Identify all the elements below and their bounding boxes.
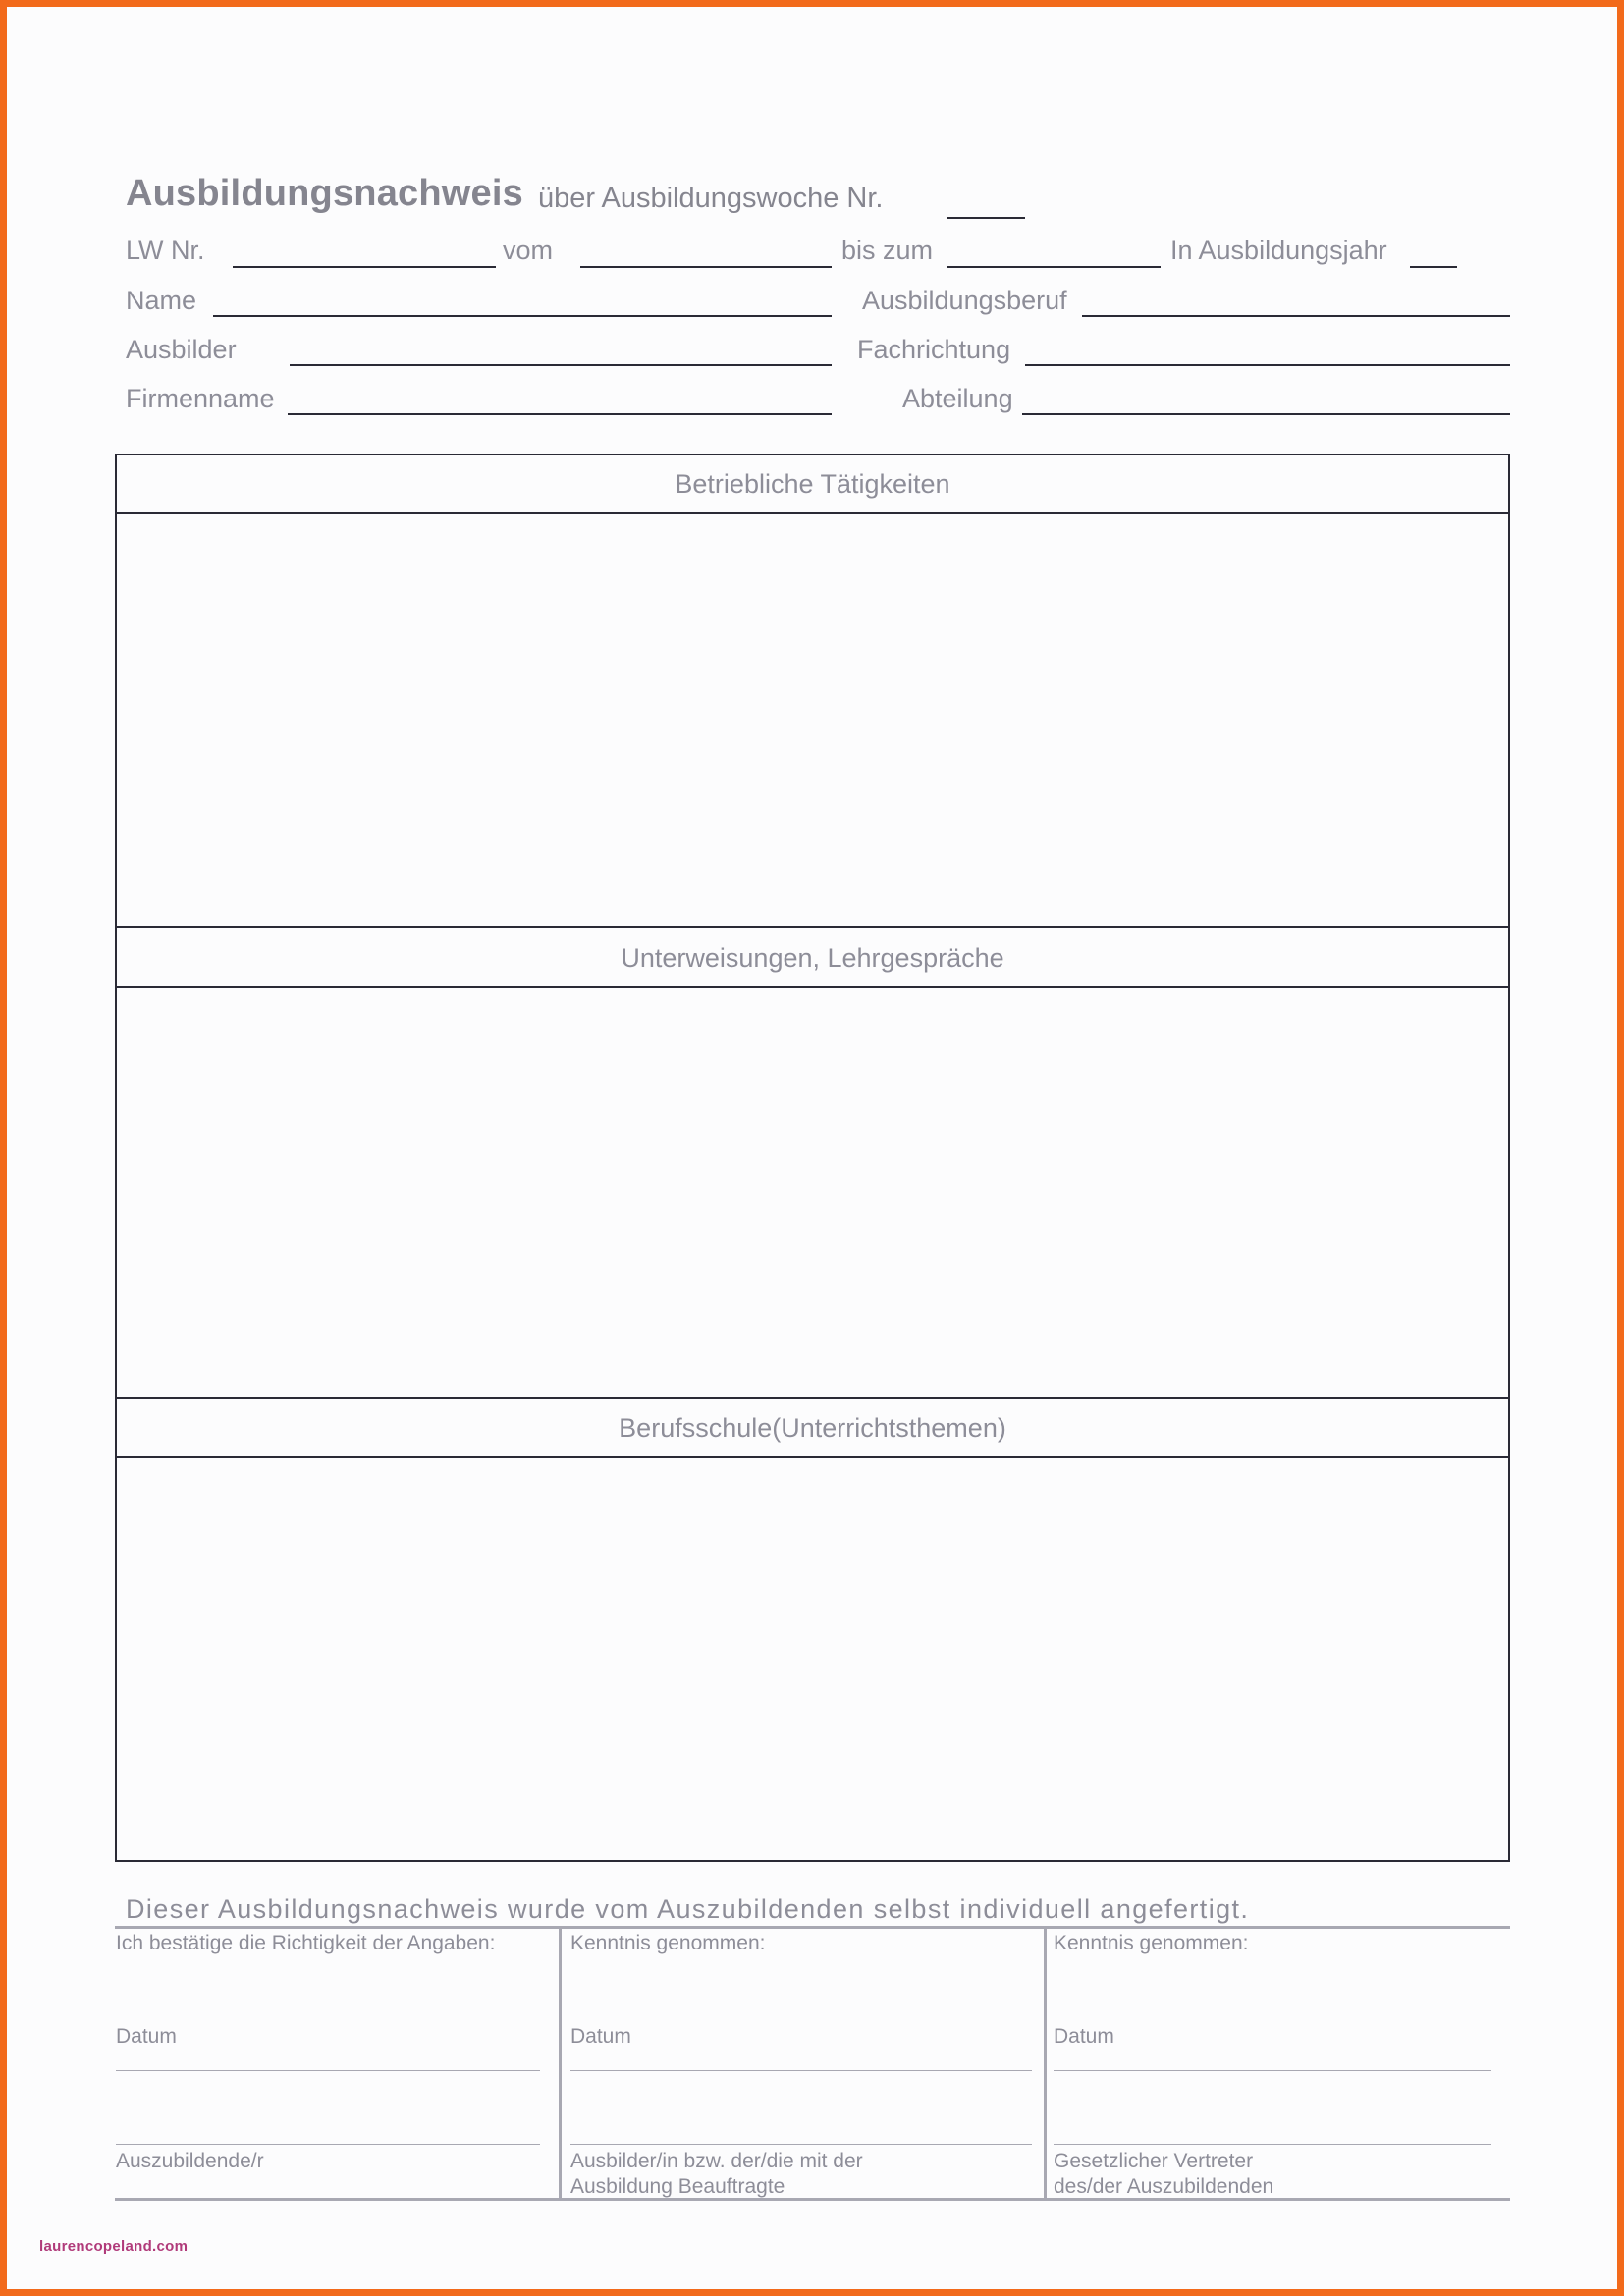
vom-label: vom bbox=[503, 236, 554, 265]
bis-zum-field[interactable] bbox=[947, 266, 1161, 268]
col3-datum-field[interactable] bbox=[1054, 2070, 1491, 2071]
col2-heading: Kenntnis genommen: bbox=[570, 1932, 766, 1954]
lw-nr-label: LW Nr. bbox=[126, 236, 205, 265]
ausbildungsberuf-field[interactable] bbox=[1082, 315, 1510, 317]
col3-datum-label: Datum bbox=[1054, 2025, 1114, 2048]
betriebliche-entry-area[interactable] bbox=[117, 515, 1508, 926]
name-field[interactable] bbox=[213, 315, 832, 317]
berufsschule-entry-area[interactable] bbox=[117, 1459, 1508, 1859]
abteilung-label: Abteilung bbox=[902, 384, 1013, 413]
ausbildungsjahr-label: In Ausbildungsjahr bbox=[1170, 236, 1387, 265]
col1-heading: Ich bestätige die Richtigkeit der Angaben: bbox=[116, 1932, 496, 1954]
firmenname-field[interactable] bbox=[288, 413, 832, 415]
ausbilder-field[interactable] bbox=[290, 364, 832, 366]
col2-datum-field[interactable] bbox=[570, 2070, 1032, 2071]
col2-role-line2: Ausbildung Beauftragte bbox=[570, 2175, 785, 2198]
section-heading-unterweisungen: Unterweisungen, Lehrgespräche bbox=[621, 943, 1004, 973]
document-subtitle: über Ausbildungswoche Nr. bbox=[538, 183, 884, 214]
divider bbox=[115, 986, 1510, 988]
firmenname-label: Firmenname bbox=[126, 384, 275, 413]
section-heading-berufsschule: Berufsschule(Unterrichtsthemen) bbox=[619, 1414, 1006, 1443]
col3-role-line1: Gesetzlicher Vertreter bbox=[1054, 2150, 1254, 2172]
ausbildungsjahr-field[interactable] bbox=[1410, 266, 1457, 268]
col3-role-line2: des/der Auszubildenden bbox=[1054, 2175, 1274, 2198]
col1-datum-label: Datum bbox=[116, 2025, 177, 2048]
name-label: Name bbox=[126, 286, 197, 315]
col1-signature-field[interactable] bbox=[116, 2144, 540, 2145]
ausbilder-label: Ausbilder bbox=[126, 335, 237, 364]
col2-role-line1: Ausbilder/in bzw. der/die mit der bbox=[570, 2150, 863, 2172]
lw-nr-field[interactable] bbox=[233, 266, 496, 268]
col2-datum-label: Datum bbox=[570, 2025, 631, 2048]
col3-signature-field[interactable] bbox=[1054, 2144, 1491, 2145]
unterweisungen-entry-area[interactable] bbox=[117, 988, 1508, 1397]
fachrichtung-field[interactable] bbox=[1025, 364, 1510, 366]
col1-datum-field[interactable] bbox=[116, 2070, 540, 2071]
col1-role-label: Auszubildende/r bbox=[116, 2150, 264, 2172]
signature-bottom-rule bbox=[115, 2198, 1510, 2201]
section-heading-betriebliche: Betriebliche Tätigkeiten bbox=[675, 469, 950, 499]
footer-note: Dieser Ausbildungsnachweis wurde vom Auszubildenden selbst individuell angefertigt. bbox=[126, 1895, 1250, 1924]
watermark: laurencopeland.com bbox=[39, 2238, 189, 2255]
fachrichtung-label: Fachrichtung bbox=[857, 335, 1011, 364]
column-divider bbox=[559, 1928, 562, 2200]
bis-zum-label: bis zum bbox=[841, 236, 934, 265]
signature-top-rule bbox=[115, 1926, 1510, 1929]
column-divider bbox=[1044, 1928, 1047, 2200]
vom-field[interactable] bbox=[580, 266, 832, 268]
col3-heading: Kenntnis genommen: bbox=[1054, 1932, 1249, 1954]
divider bbox=[115, 512, 1510, 514]
woche-nr-field[interactable] bbox=[947, 217, 1025, 219]
abteilung-field[interactable] bbox=[1022, 413, 1510, 415]
divider bbox=[115, 1397, 1510, 1399]
col2-signature-field[interactable] bbox=[570, 2144, 1032, 2145]
ausbildungsberuf-label: Ausbildungsberuf bbox=[862, 286, 1067, 315]
document-title: Ausbildungsnachweis bbox=[126, 173, 523, 214]
divider bbox=[115, 926, 1510, 928]
divider bbox=[115, 1456, 1510, 1458]
